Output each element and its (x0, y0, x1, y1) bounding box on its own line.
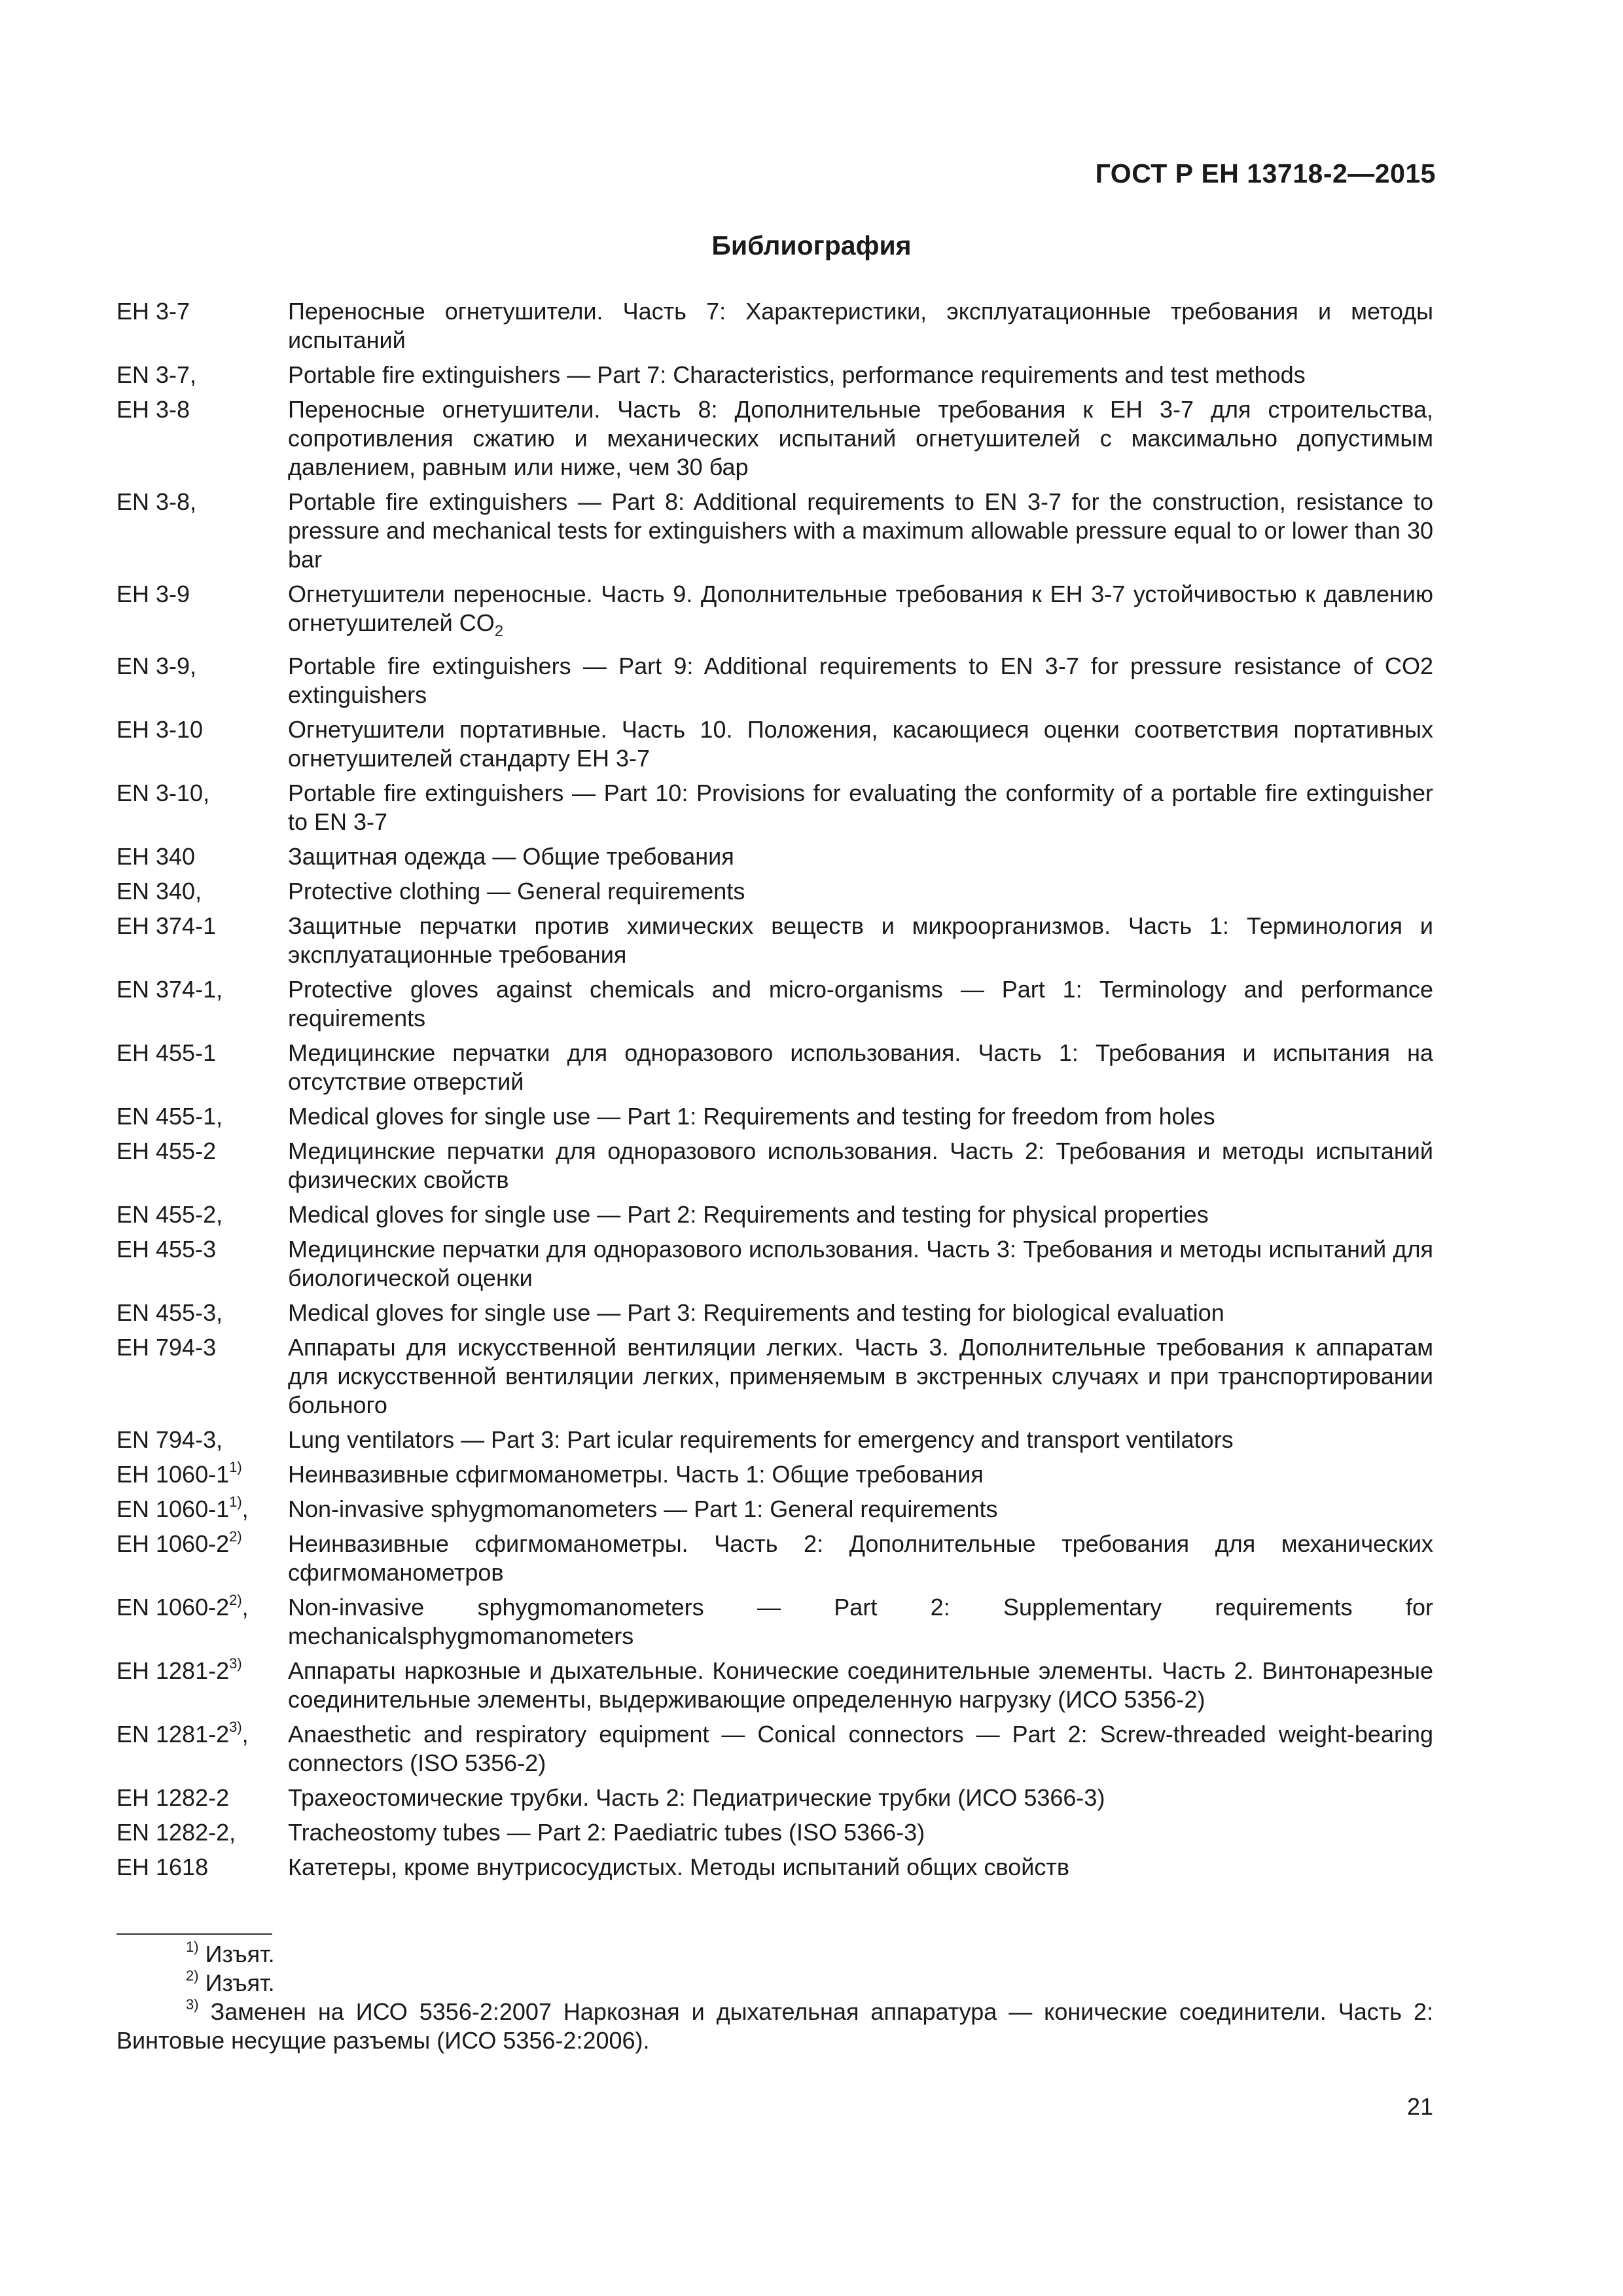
entry-title (288, 715, 1433, 773)
entry-code-text: ЕН 455-3 (116, 1236, 217, 1263)
bibliography-entry (116, 1530, 1433, 1587)
entry-code (116, 779, 288, 836)
footnote-marker: 1) (229, 1459, 242, 1476)
entry-code (116, 1137, 288, 1194)
entry-code-text: EN 374-1, (116, 976, 223, 1003)
page-number: 21 (1406, 2093, 1433, 2120)
entry-title (288, 1784, 1433, 1812)
bibliography-entry (116, 488, 1433, 574)
entry-title-text: Non-invasive sphygmomanometers — Part 2: Supplementary requirements for mechanicalsphygmomanometers (288, 1594, 1433, 1650)
entry-title-text: Medical gloves for single use — Part 1: Requirements and testing for freedom from holes (288, 1103, 1215, 1130)
entry-title (288, 1818, 1433, 1847)
entry-title-text: Medical gloves for single use — Part 3: Requirements and testing for biological evaluation (288, 1299, 1224, 1327)
entry-title (288, 297, 1433, 355)
bibliography-entry (116, 1495, 1433, 1524)
bibliography-entry (116, 580, 1433, 646)
entry-code-text: EN 3-8, (116, 488, 197, 515)
bibliography-list (116, 297, 1433, 1888)
entry-title-text: Медицинские перчатки для одноразового использования. Часть 3: Требования и методы испытаний для биологической оценки (288, 1236, 1433, 1292)
entry-title (288, 1200, 1433, 1229)
footnote-marker: 2) (229, 1592, 242, 1609)
entry-title-text: Protective gloves against chemicals and micro-organisms — Part 1: Terminology and performance requirements (288, 976, 1433, 1032)
entry-title-text: Переносные огнетушители. Часть 8: Дополнительные требования к ЕН 3-7 для строительства, сопротивления сжатию и механических испытаний огнетушителей с максимально допустимым давлением, равным или ниже, чем 30 бар (288, 396, 1433, 480)
entry-code-text: EN 340, (116, 878, 202, 905)
entry-title-text: Огнетушители портативные. Часть 10. Положения, касающиеся оценки соответствия портативных огнетушителей стандарту ЕН 3-7 (288, 716, 1433, 772)
entry-code (116, 1235, 288, 1293)
entry-title (288, 1137, 1433, 1194)
entry-title (288, 877, 1433, 906)
entry-title-text: Катетеры, кроме внутрисосудистых. Методы испытаний общих свойств (288, 1854, 1069, 1881)
entry-code (116, 1102, 288, 1131)
entry-title-text: Portable fire extinguishers — Part 8: Additional requirements to EN 3-7 for the construction, resistance to pressure and mechanical tests for extinguishers with a maximum allowable pressure equal to or lower than 30 bar (288, 488, 1433, 573)
bibliography-entry (116, 715, 1433, 773)
entry-code-text: ЕН 1281-2 (116, 1657, 230, 1685)
entry-code (116, 1299, 288, 1327)
entry-title (288, 912, 1433, 969)
entry-title (288, 1530, 1433, 1587)
entry-code-text: ЕН 340 (116, 843, 196, 870)
bibliography-entry (116, 1720, 1433, 1778)
entry-code-text: ЕН 1060-2 (116, 1530, 230, 1558)
entry-code (116, 1530, 288, 1587)
entry-code (116, 652, 288, 709)
entry-title-text: Медицинские перчатки для одноразового использования. Часть 1: Требования и испытания на отсутствие отверстий (288, 1039, 1433, 1096)
entry-code-text: ЕН 3-8 (116, 396, 190, 423)
entry-code-text: ЕН 794-3 (116, 1334, 217, 1361)
entry-title-text: Protective clothing — General requirements (288, 878, 745, 905)
bibliography-entry (116, 1137, 1433, 1194)
entry-code (116, 297, 288, 355)
bibliography-entry (116, 1235, 1433, 1293)
entry-title (288, 1333, 1433, 1420)
entry-title (288, 842, 1433, 871)
entry-code (116, 912, 288, 969)
entry-code-suffix: , (241, 1594, 249, 1621)
entry-code-text: EN 1281-2 (116, 1721, 230, 1748)
bibliography-entry (116, 1853, 1433, 1882)
entry-title-text: Защитные перчатки против химических веществ и микроорганизмов. Часть 1: Терминология и эксплуатационные требования (288, 912, 1433, 969)
footnote (116, 1998, 1433, 2055)
footnote-marker: 2) (186, 1967, 199, 1984)
bibliography-entry (116, 1593, 1433, 1651)
entry-code-suffix: , (241, 1721, 249, 1748)
entry-code (116, 1720, 288, 1778)
bibliography-entry (116, 912, 1433, 969)
entry-title-text: Non-invasive sphygmomanometers — Part 1: General requirements (288, 1496, 998, 1523)
bibliography-entry (116, 1039, 1433, 1096)
bibliography-entry (116, 1460, 1433, 1489)
entry-title-text: Переносные огнетушители. Часть 7: Характеристики, эксплуатационные требования и методы испытаний (288, 298, 1433, 353)
bibliography-entry (116, 297, 1433, 355)
subscript: 2 (494, 622, 504, 641)
entry-title (288, 1426, 1433, 1454)
bibliography-entry (116, 1657, 1433, 1714)
entry-title-text: Трахеостомические трубки. Часть 2: Педиатрические трубки (ИСО 5366-3) (288, 1784, 1105, 1812)
bibliography-entry (116, 877, 1433, 906)
entry-title-text: Защитная одежда — Общие требования (288, 843, 734, 870)
entry-title (288, 1657, 1433, 1714)
entry-title (288, 361, 1433, 389)
bibliography-entry (116, 361, 1433, 389)
entry-code (116, 1495, 288, 1524)
entry-code (116, 1039, 288, 1096)
bibliography-entry (116, 1818, 1433, 1847)
entry-title-text: Lung ventilators — Part 3: Part icular requirements for emergency and transport ventilators (288, 1426, 1234, 1454)
entry-code (116, 975, 288, 1033)
entry-code (116, 580, 288, 646)
entry-code (116, 1784, 288, 1812)
entry-code-text: EN 1060-1 (116, 1496, 230, 1523)
footnote-divider (116, 1933, 272, 1935)
entry-code-text: ЕН 455-1 (116, 1039, 217, 1067)
entry-code-text: ЕН 1618 (116, 1854, 209, 1881)
entry-title (288, 1720, 1433, 1778)
bibliography-entry (116, 1299, 1433, 1327)
entry-title-text: Portable fire extinguishers — Part 9: Additional requirements to EN 3-7 for pressure resistance of CO2 extinguishers (288, 653, 1433, 709)
entry-code-text: ЕН 1060-1 (116, 1461, 230, 1488)
entry-title (288, 1299, 1433, 1327)
entry-title (288, 1853, 1433, 1882)
bibliography-entry (116, 652, 1433, 709)
bibliography-entry (116, 1200, 1433, 1229)
entry-code-text: ЕН 1282-2 (116, 1784, 230, 1812)
entry-code (116, 395, 288, 482)
footnotes (116, 1940, 1433, 2055)
entry-title-text: Неинвазивные сфигмоманометры. Часть 2: Дополнительные требования для механических сфигмоманометров (288, 1530, 1433, 1587)
entry-title (288, 1102, 1433, 1131)
entry-code-text: EN 3-10, (116, 780, 210, 807)
footnote-marker: 3) (229, 1655, 242, 1672)
bibliography-entry (116, 1426, 1433, 1454)
entry-code (116, 488, 288, 574)
entry-title-text: Аппараты для искусственной вентиляции легких. Часть 3. Дополнительные требования к аппаратам для искусственной вентиляции легких, применяемым в экстренных случаях и при транспортировании больного (288, 1334, 1433, 1419)
entry-title-text: Аппараты наркозные и дыхательные. Конические соединительные элементы. Часть 2. Винтонарезные соединительные элементы, выдерживающие определенную нагрузку (ИСО 5356-2) (288, 1657, 1433, 1713)
entry-title-text: Медицинские перчатки для одноразового использования. Часть 2: Требования и методы испытаний физических свойств (288, 1138, 1433, 1194)
entry-title (288, 779, 1433, 836)
entry-code-text: ЕН 455-2 (116, 1138, 217, 1165)
entry-title-text: Portable fire extinguishers — Part 10: Provisions for evaluating the conformity of a portable fire extinguisher to EN 3-7 (288, 780, 1433, 836)
entry-title-text: Medical gloves for single use — Part 2: Requirements and testing for physical properties (288, 1201, 1209, 1229)
bibliography-entry (116, 842, 1433, 871)
entry-title-text: Огнетушители переносные. Часть 9. Дополнительные требования к ЕН 3-7 устойчивостью к давлению огнетушителей CO (288, 581, 1433, 636)
entry-code-text: EN 794-3, (116, 1426, 223, 1454)
entry-code-suffix: , (241, 1496, 249, 1523)
entry-title (288, 488, 1433, 574)
entry-code-text: EN 455-3, (116, 1299, 223, 1327)
bibliography-entry (116, 779, 1433, 836)
bibliography-entry (116, 395, 1433, 482)
entry-code (116, 1818, 288, 1847)
entry-code-text: EN 3-9, (116, 653, 197, 680)
entry-code (116, 1426, 288, 1454)
page-title: Библиография (711, 230, 912, 260)
entry-code-text: EN 1060-2 (116, 1594, 230, 1621)
entry-title (288, 580, 1433, 646)
footnote-marker: 1) (229, 1494, 242, 1511)
bibliography-entry (116, 975, 1433, 1033)
footnote-marker: 3) (186, 1996, 199, 2013)
entry-code-text: EN 455-1, (116, 1103, 223, 1130)
footnote-text: Изъят. (198, 1941, 275, 1967)
entry-title-text: Anaesthetic and respiratory equipment — Conical connectors — Part 2: Screw-threaded weight-bearing connectors (ISO 5356-2) (288, 1721, 1433, 1777)
entry-title-text: Tracheostomy tubes — Part 2: Paediatric tubes (ISO 5366-3) (288, 1819, 925, 1846)
entry-code (116, 361, 288, 389)
entry-code (116, 715, 288, 773)
footnote (116, 1969, 1433, 1998)
footnote (116, 1940, 1433, 1969)
entry-title-text: Неинвазивные сфигмоманометры. Часть 1: Общие требования (288, 1461, 984, 1488)
bibliography-entry (116, 1333, 1433, 1420)
entry-code (116, 1657, 288, 1714)
footnote-text: Изъят. (198, 1969, 275, 1996)
footnote-marker: 1) (186, 1939, 199, 1955)
bibliography-entry (116, 1102, 1433, 1131)
footnote-marker: 3) (229, 1719, 242, 1736)
standard-header: ГОСТ Р ЕН 13718-2—2015 (1095, 158, 1436, 188)
entry-code-text: EN 3-7, (116, 361, 197, 388)
entry-title (288, 395, 1433, 482)
entry-code (116, 1200, 288, 1229)
entry-code-text: EN 455-2, (116, 1201, 223, 1229)
entry-code (116, 1853, 288, 1882)
entry-code-text: EN 1282-2, (116, 1819, 236, 1846)
entry-code (116, 877, 288, 906)
entry-code (116, 1460, 288, 1489)
entry-code (116, 1333, 288, 1420)
entry-code-text: ЕН 3-7 (116, 298, 190, 325)
footnote-text: Заменен на ИСО 5356-2:2007 Наркозная и дыхательная аппаратура — конические соединители. Часть 2: Винтовые несущие разъемы (ИСО 5356-2:2006). (116, 1998, 1433, 2054)
entry-title (288, 1495, 1433, 1524)
entry-code (116, 1593, 288, 1651)
entry-code-text: ЕН 3-10 (116, 716, 204, 744)
bibliography-entry (116, 1784, 1433, 1812)
entry-title-text: Portable fire extinguishers — Part 7: Characteristics, performance requirements and test methods (288, 361, 1306, 388)
entry-title (288, 652, 1433, 709)
footnote-marker: 2) (229, 1528, 242, 1545)
entry-code (116, 842, 288, 871)
entry-title (288, 975, 1433, 1033)
entry-title (288, 1039, 1433, 1096)
entry-title (288, 1235, 1433, 1293)
entry-code-text: ЕН 374-1 (116, 912, 217, 940)
entry-title (288, 1460, 1433, 1489)
entry-code-text: ЕН 3-9 (116, 581, 190, 607)
entry-title (288, 1593, 1433, 1651)
